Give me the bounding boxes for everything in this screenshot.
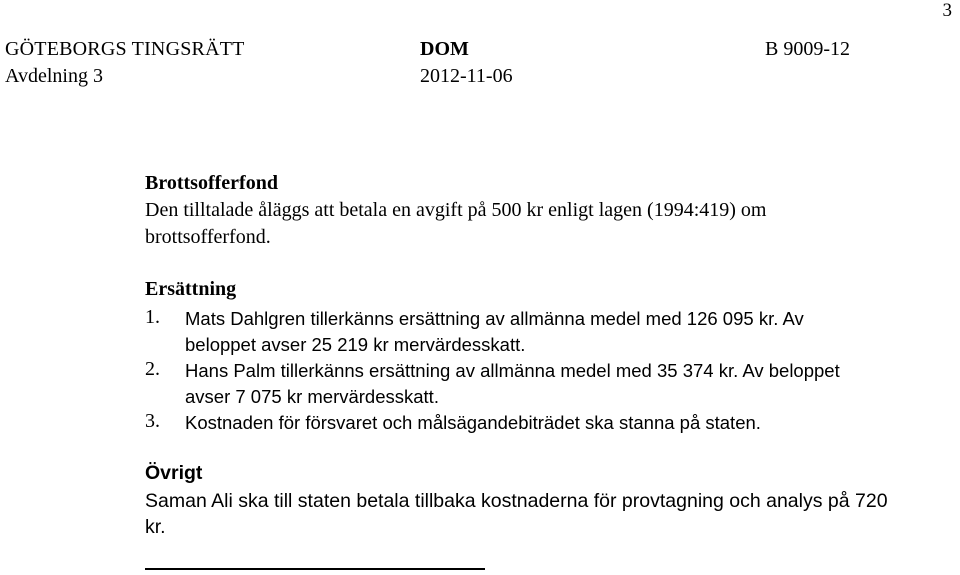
list-item-line: Kostnaden för försvaret och målsägandebiträdet ska stanna på staten. (185, 412, 761, 433)
document-date: 2012-11-06 (420, 65, 513, 87)
list-item-line: beloppet avser 25 219 kr mervärdesskatt. (185, 334, 526, 355)
list-item-line: Mats Dahlgren tillerkänns ersättning av allmänna medel med 126 095 kr. Av (185, 308, 804, 329)
paragraph-line: Den tilltalade åläggs att betala en avgift på 500 kr enligt lagen (1994:419) om (145, 199, 767, 221)
list-item-number: 3. (145, 410, 160, 432)
list-item-line: avser 7 075 kr mervärdesskatt. (185, 386, 439, 407)
document-type: DOM (420, 38, 469, 60)
department-name: Avdelning 3 (5, 65, 103, 87)
section-heading-brottsofferfond: Brottsofferfond (145, 172, 278, 194)
paragraph-line: brottsofferfond. (145, 226, 271, 248)
list-item-number: 1. (145, 306, 160, 328)
signature-line (145, 568, 485, 570)
paragraph-line: kr. (145, 516, 166, 538)
page-number: 3 (942, 0, 952, 21)
list-item-number: 2. (145, 358, 160, 380)
section-heading-ersattning: Ersättning (145, 278, 237, 300)
section-heading-ovrigt: Övrigt (145, 462, 203, 484)
case-number: B 9009-12 (765, 38, 850, 60)
list-item-line: Hans Palm tillerkänns ersättning av allmänna medel med 35 374 kr. Av beloppet (185, 360, 840, 381)
court-name: GÖTEBORGS TINGSRÄTT (5, 38, 245, 60)
paragraph-line: Saman Ali ska till staten betala tillbaka kostnaderna för provtagning och analys på 720 (145, 490, 888, 512)
